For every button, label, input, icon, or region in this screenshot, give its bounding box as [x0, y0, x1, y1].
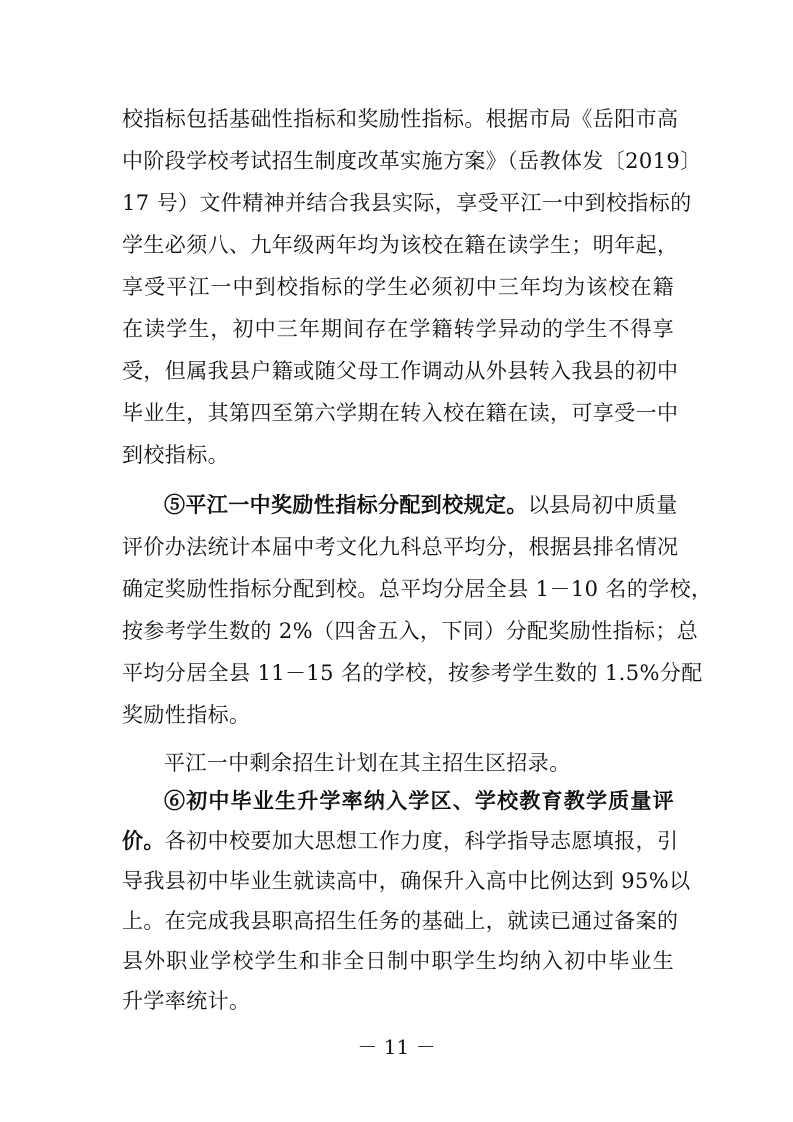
- body-text-line: 升学率统计。: [122, 989, 251, 1013]
- page-number: － 11 －: [357, 1035, 436, 1059]
- section-5-first-line: [164, 490, 678, 520]
- body-text-line: 享受平江一中到校指标的学生必须初中三年均为该校在籍: [122, 275, 674, 299]
- body-text-line: 平均分居全县 11－15 名的学校，按参考学生数的 1.5%分配: [122, 661, 703, 685]
- section-6-heading-end: 价。: [122, 828, 165, 853]
- body-text-line: 到校指标。: [122, 443, 229, 467]
- body-text-line: 在读学生，初中三年期间存在学籍转学异动的学生不得享: [122, 317, 674, 341]
- body-text-line: 奖励性指标。: [122, 703, 251, 727]
- body-text-line: 县外职业学校学生和非全日制中职学生均纳入初中毕业生: [122, 949, 674, 973]
- body-text-line: 确定奖励性指标分配到校。总平均分居全县 1－10 名的学校，: [122, 577, 713, 601]
- section-5-heading: ⑤平江一中奖励性指标分配到校规定。: [164, 492, 528, 517]
- section-6-second-line-text: 各初中校要加大思想工作力度，科学指导志愿填报，引: [164, 829, 679, 853]
- body-text-line: 学生必须八、九年级两年均为该校在籍在读学生；明年起，: [122, 233, 679, 257]
- body-text-line: 上。在完成我县职高招生任务的基础上，就读已通过备案的: [122, 909, 679, 933]
- body-text-line: 校指标包括基础性指标和奖励性指标。根据市局《岳阳市高: [122, 107, 679, 131]
- body-text-line: 中阶段学校考试招生制度改革实施方案》（岳教体发〔2019〕: [122, 149, 702, 173]
- section-6-heading: ⑥初中毕业生升学率纳入学区、学校教育教学质量评: [164, 788, 674, 813]
- paragraph-remaining-plan: 平江一中剩余招生计划在其主招生区招录。: [164, 751, 571, 775]
- body-text-line: 受，但属我县户籍或随父母工作调动从外县转入我县的初中: [122, 359, 679, 383]
- section-5-first-line-text: 以县局初中质量: [527, 493, 678, 517]
- body-text-line: 毕业生，其第四至第六学期在转入校在籍在读，可享受一中: [122, 401, 679, 425]
- section-6-second-line: [122, 826, 679, 856]
- body-text-line: 评价办法统计本届中考文化九科总平均分，根据县排名情况: [122, 535, 679, 559]
- body-text-line: 导我县初中毕业生就读高中，确保升入高中比例达到 95%以: [122, 869, 691, 893]
- body-text-line: 按参考学生数的 2%（四舍五入，下同）分配奖励性指标；总: [122, 619, 699, 643]
- body-text-line: 17 号）文件精神并结合我县实际，享受平江一中到校指标的: [122, 191, 692, 215]
